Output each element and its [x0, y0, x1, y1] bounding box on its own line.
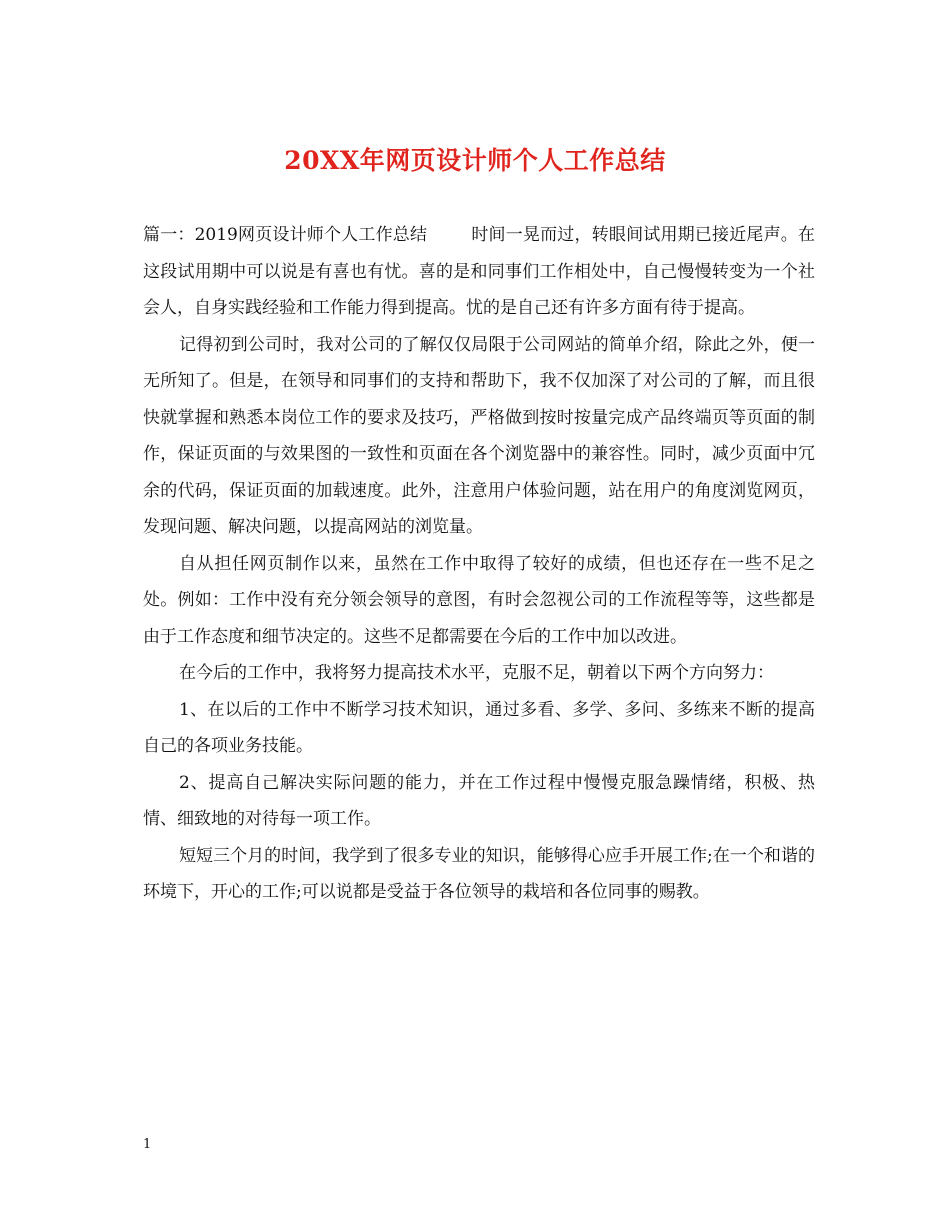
document-body — [143, 217, 815, 911]
paragraph: 记得初到公司时，我对公司的了解仅仅局限于公司网站的简单介绍，除此之外，便一无所知了。但是，在领导和同事们的支持和帮助下，我不仅加深了对公司的了解，而且很快就掌握和熟悉本岗位工作的要求及技巧，严格做到按时按量完成产品终端页等页面的制作，保证页面的与效果图的一致性和页面在各个浏览器中的兼容性。同时，减少页面中冗余的代码，保证页面的加载速度。此外，注意用户体验问题，站在用户的角度浏览网页，发现问题、解决问题，以提高网站的浏览量。 — [143, 334, 815, 537]
page-number: 1 — [143, 1137, 152, 1152]
paragraph-intro — [143, 217, 815, 327]
paragraph: 短短三个月的时间，我学到了很多专业的知识，能够得心应手开展工作;在一个和谐的环境下，开心的工作;可以说都是受益于各位领导的栽培和各位同事的赐教。 — [143, 845, 815, 902]
paragraph-list-item-1: 1、在以后的工作中不断学习技术知识，通过多看、多学、多问、多练来不断的提高自己的各项业务技能。 — [143, 699, 815, 756]
paragraph: 自从担任网页制作以来，虽然在工作中取得了较好的成绩，但也还存在一些不足之处。例如：工作中没有充分领会领导的意图，有时会忽视公司的工作流程等等，这些都是由于工作态度和细节决定的。这些不足都需要在今后的工作中加以改进。 — [143, 553, 815, 647]
document-title: 20XX年网页设计师个人工作总结 — [284, 146, 666, 175]
paragraph-list-item-2: 2、提高自己解决实际问题的能力，并在工作过程中慢慢克服急躁情绪，积极、热情、细致地的对待每一项工作。 — [143, 772, 815, 829]
intro-text: 时间一晃而过，转眼间试用期已接近尾声。在这段试用期中可以说是有喜也有忧。喜的是和同事们工作相处中，自己慢慢转变为一个社会人，自身实践经验和工作能力得到提高。忧的是自己还有许多方面有待于提高。 — [143, 225, 816, 318]
intro-prefix: 篇一：2019网页设计师个人工作总结 — [143, 225, 428, 245]
paragraph: 在今后的工作中，我将努力提高技术水平，克服不足，朝着以下两个方向努力： — [179, 663, 774, 683]
